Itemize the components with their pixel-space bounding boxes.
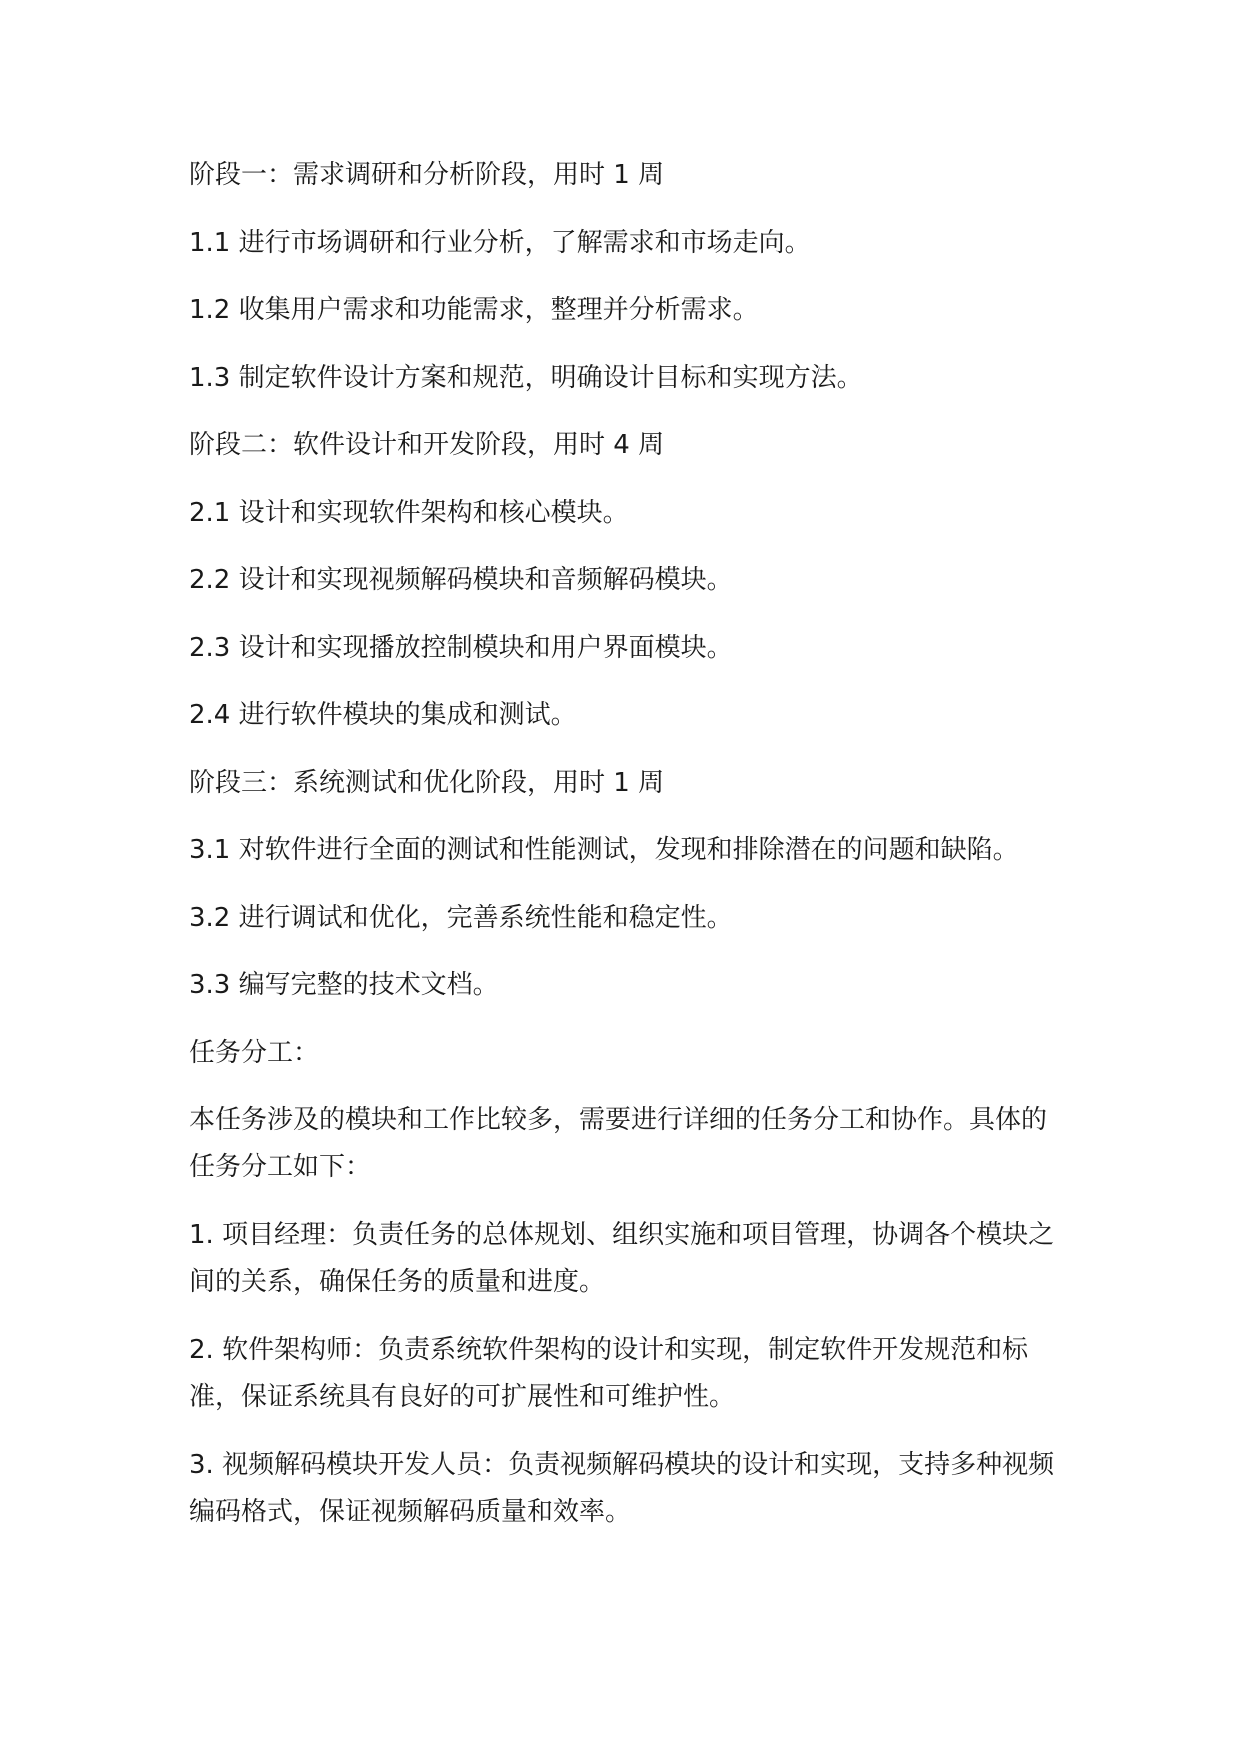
phase-3-heading: 阶段三：系统测试和优化阶段，用时 1 周 [189, 767, 665, 798]
task-3-2: 3.2 进行调试和优化，完善系统性能和稳定性。 [189, 902, 733, 933]
document-body [189, 152, 1059, 1557]
task-2-4: 2.4 进行软件模块的集成和测试。 [189, 700, 577, 730]
role-software-architect: 2. 软件架构师：负责系统软件架构的设计和实现，制定软件开发规范和标准，保证系统具有良好的可扩展性和可维护性。 [189, 1335, 1029, 1412]
task-2-1: 2.1 设计和实现软件架构和核心模块。 [189, 497, 629, 528]
task-division-heading: 任务分工： [189, 1037, 320, 1068]
task-1-1: 1.1 进行市场调研和行业分析，了解需求和市场走向。 [189, 227, 811, 258]
task-3-3: 3.3 编写完整的技术文档。 [189, 970, 499, 1000]
role-project-manager: 1. 项目经理：负责任务的总体规划、组织实施和项目管理，协调各个模块之间的关系，确保任务的质量和进度。 [189, 1220, 1055, 1297]
phase-1-heading: 阶段一：需求调研和分析阶段，用时 1 周 [189, 160, 665, 190]
role-video-decoder-developer: 3. 视频解码模块开发人员：负责视频解码模块的设计和实现，支持多种视频编码格式，保证视频解码质量和效率。 [189, 1450, 1055, 1527]
task-2-3: 2.3 设计和实现播放控制模块和用户界面模块。 [189, 632, 733, 663]
phase-2-heading: 阶段二：软件设计和开发阶段，用时 4 周 [189, 430, 665, 460]
task-division-intro: 本任务涉及的模块和工作比较多，需要进行详细的任务分工和协作。具体的任务分工如下： [189, 1105, 1048, 1182]
task-1-2: 1.2 收集用户需求和功能需求，整理并分析需求。 [189, 295, 759, 325]
task-3-1: 3.1 对软件进行全面的测试和性能测试，发现和排除潜在的问题和缺陷。 [189, 835, 1019, 865]
task-2-2: 2.2 设计和实现视频解码模块和音频解码模块。 [189, 565, 733, 595]
task-1-3: 1.3 制定软件设计方案和规范，明确设计目标和实现方法。 [189, 362, 863, 393]
